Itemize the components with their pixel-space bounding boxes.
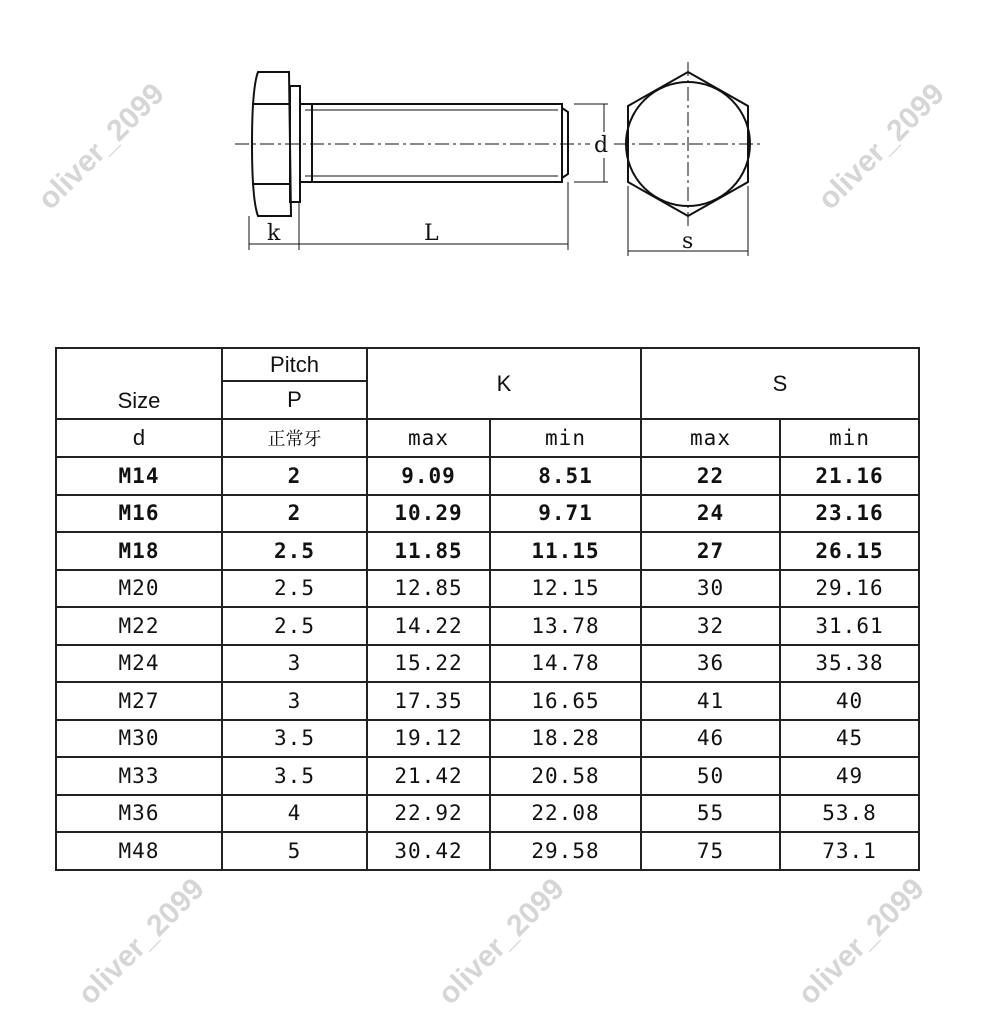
cell-pitch: 3 (222, 682, 367, 720)
cell-k-max: 22.92 (367, 795, 490, 833)
cell-s-min: 26.15 (780, 532, 919, 570)
cell-s-min: 23.16 (780, 495, 919, 533)
cell-s-max: 30 (641, 570, 780, 608)
watermark-text: oliver_2099 (811, 77, 951, 217)
bolt-size-table (55, 347, 920, 871)
cell-size: M14 (56, 457, 222, 495)
table-row (56, 795, 919, 833)
dim-label-k: k (267, 221, 281, 246)
cell-k-max: 9.09 (367, 457, 490, 495)
header-pitch: Pitch (222, 348, 367, 381)
watermark-text: oliver_2099 (791, 872, 931, 1012)
table-row (56, 607, 919, 645)
cell-s-max: 24 (641, 495, 780, 533)
cell-s-max: 41 (641, 682, 780, 720)
header-k-min: min (490, 419, 641, 457)
header-k-max: max (367, 419, 490, 457)
cell-size: M48 (56, 832, 222, 870)
cell-pitch: 3 (222, 645, 367, 683)
cell-s-min: 21.16 (780, 457, 919, 495)
table-row (56, 495, 919, 533)
cell-s-max: 36 (641, 645, 780, 683)
cell-size: M24 (56, 645, 222, 683)
cell-k-max: 11.85 (367, 532, 490, 570)
cell-k-min: 22.08 (490, 795, 641, 833)
cell-k-min: 8.51 (490, 457, 641, 495)
table-row (56, 645, 919, 683)
header-size: Size (56, 348, 222, 419)
cell-pitch: 2.5 (222, 532, 367, 570)
cell-size: M36 (56, 795, 222, 833)
cell-pitch: 3.5 (222, 757, 367, 795)
table-row (56, 457, 919, 495)
cell-pitch: 4 (222, 795, 367, 833)
cell-k-min: 16.65 (490, 682, 641, 720)
cell-s-max: 50 (641, 757, 780, 795)
cell-k-max: 14.22 (367, 607, 490, 645)
cell-k-min: 20.58 (490, 757, 641, 795)
cell-pitch: 3.5 (222, 720, 367, 758)
cell-s-min: 73.1 (780, 832, 919, 870)
dim-label-s: s (682, 229, 694, 254)
cell-s-min: 31.61 (780, 607, 919, 645)
table-row (56, 757, 919, 795)
cell-pitch: 5 (222, 832, 367, 870)
cell-s-min: 45 (780, 720, 919, 758)
cell-pitch: 2 (222, 495, 367, 533)
cell-pitch: 2.5 (222, 607, 367, 645)
cell-pitch: 2.5 (222, 570, 367, 608)
header-k: K (367, 348, 641, 419)
header-s-min: min (780, 419, 919, 457)
header-s-max: max (641, 419, 780, 457)
header-thread: 正常牙 (222, 419, 367, 457)
table-row (56, 720, 919, 758)
cell-s-min: 53.8 (780, 795, 919, 833)
cell-pitch: 2 (222, 457, 367, 495)
cell-s-max: 32 (641, 607, 780, 645)
table-row (56, 570, 919, 608)
cell-s-min: 40 (780, 682, 919, 720)
cell-size: M33 (56, 757, 222, 795)
cell-s-min: 49 (780, 757, 919, 795)
watermark-text: oliver_2099 (431, 872, 571, 1012)
cell-k-max: 12.85 (367, 570, 490, 608)
header-s: S (641, 348, 919, 419)
cell-size: M22 (56, 607, 222, 645)
cell-k-max: 17.35 (367, 682, 490, 720)
table-row (56, 532, 919, 570)
hex-bolt-diagram (0, 0, 1000, 300)
cell-k-min: 9.71 (490, 495, 641, 533)
cell-k-min: 13.78 (490, 607, 641, 645)
cell-k-max: 10.29 (367, 495, 490, 533)
cell-s-max: 27 (641, 532, 780, 570)
cell-size: M30 (56, 720, 222, 758)
cell-k-max: 30.42 (367, 832, 490, 870)
cell-size: M27 (56, 682, 222, 720)
watermark-text: oliver_2099 (31, 77, 171, 217)
header-p: P (222, 381, 367, 419)
cell-k-min: 14.78 (490, 645, 641, 683)
cell-size: M20 (56, 570, 222, 608)
cell-s-min: 29.16 (780, 570, 919, 608)
cell-s-max: 22 (641, 457, 780, 495)
cell-k-min: 18.28 (490, 720, 641, 758)
cell-k-min: 29.58 (490, 832, 641, 870)
watermark-text: oliver_2099 (71, 872, 211, 1012)
cell-size: M18 (56, 532, 222, 570)
table-row (56, 832, 919, 870)
cell-size: M16 (56, 495, 222, 533)
cell-k-min: 11.15 (490, 532, 641, 570)
cell-s-max: 46 (641, 720, 780, 758)
cell-k-max: 15.22 (367, 645, 490, 683)
cell-s-min: 35.38 (780, 645, 919, 683)
cell-s-max: 55 (641, 795, 780, 833)
dim-label-L: L (424, 221, 439, 246)
cell-s-max: 75 (641, 832, 780, 870)
cell-k-max: 21.42 (367, 757, 490, 795)
table-row (56, 682, 919, 720)
cell-k-min: 12.15 (490, 570, 641, 608)
header-d: d (56, 419, 222, 457)
cell-k-max: 19.12 (367, 720, 490, 758)
dim-label-d: d (594, 133, 609, 158)
